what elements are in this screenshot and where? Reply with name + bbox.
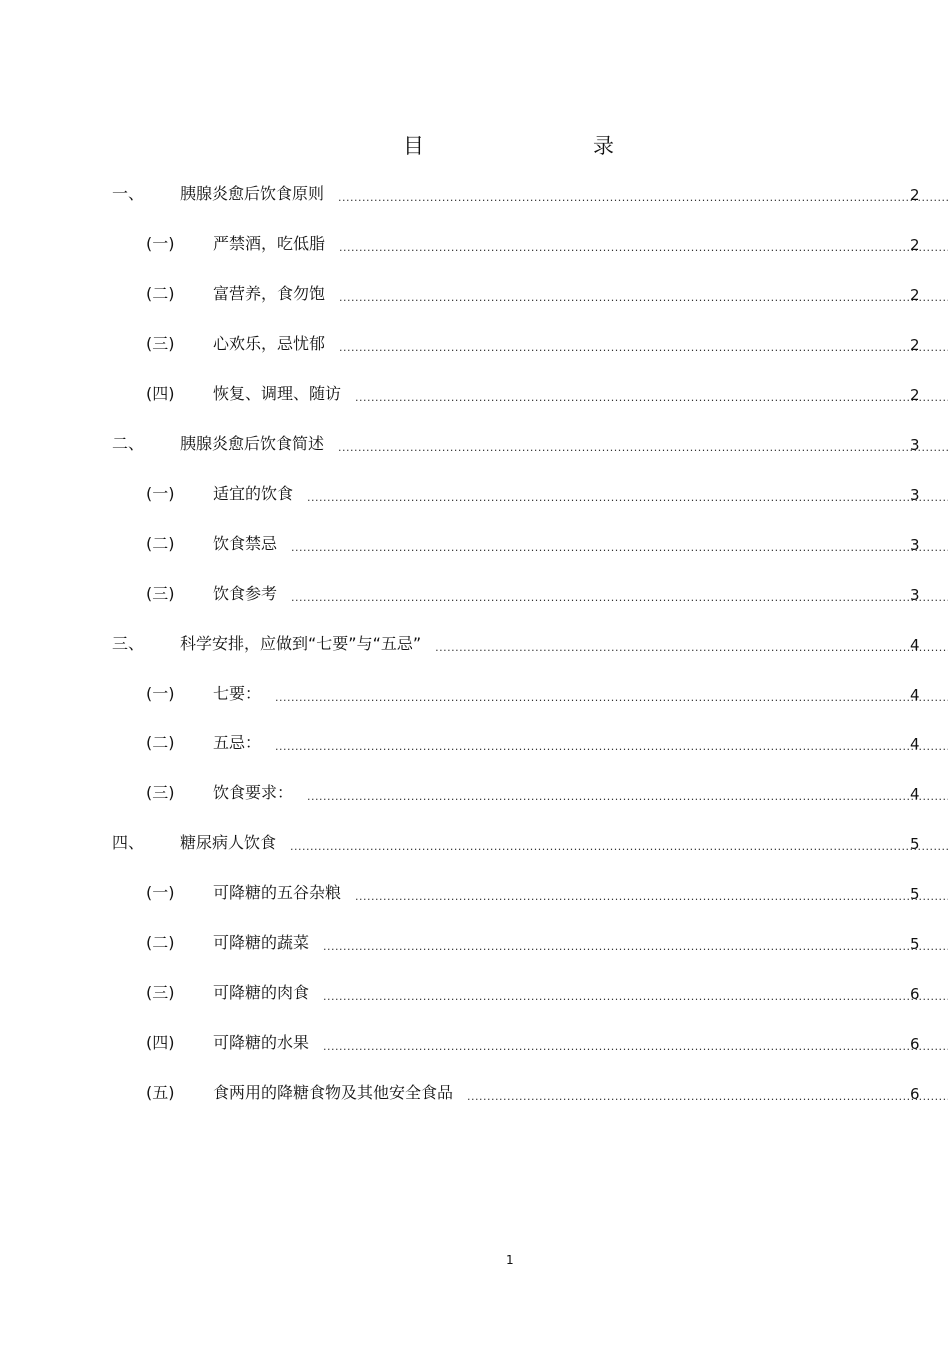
toc-section-entry[interactable] — [112, 432, 920, 456]
toc-entry-number: (三) — [146, 983, 175, 1002]
toc-dot-leader — [338, 187, 948, 209]
toc-entry-label: 恢复、调理、随访 — [213, 384, 342, 403]
toc-subsection-entry[interactable] — [146, 482, 920, 506]
toc-entry-page: 6 — [910, 1035, 920, 1053]
toc-entry-page: 6 — [910, 1085, 920, 1103]
toc-entry-label: 可降糖的水果 — [213, 1033, 310, 1052]
toc-entry-label: 饮食要求： — [213, 783, 294, 802]
toc-entry-number: (二) — [146, 733, 175, 752]
toc-dot-leader — [467, 1086, 948, 1108]
toc-entry-label: 可降糖的蔬菜 — [213, 933, 310, 952]
toc-entry-number: (三) — [146, 334, 175, 353]
toc-entry-label: 严禁酒，吃低脂 — [213, 234, 326, 253]
toc-dot-leader — [323, 986, 948, 1008]
toc-entry-number: (一) — [146, 234, 175, 253]
toc-subsection-entry[interactable] — [146, 682, 920, 706]
toc-dot-leader — [291, 537, 948, 559]
page-number: 1 — [506, 1253, 514, 1267]
toc-entry-label: 糖尿病人饮食 — [180, 833, 277, 852]
toc-dot-leader — [339, 237, 948, 259]
toc-entry-page: 2 — [910, 286, 920, 304]
toc-dot-leader — [355, 886, 948, 908]
toc-dot-leader — [339, 337, 948, 359]
toc-section-entry[interactable] — [112, 632, 920, 656]
toc-subsection-entry[interactable] — [146, 781, 920, 805]
toc-entry-label: 七要： — [213, 684, 262, 703]
toc-entry-label: 可降糖的肉食 — [213, 983, 310, 1002]
toc-entry-number: (一) — [146, 684, 175, 703]
toc-entry-label: 科学安排，应做到“七要”与“五忌” — [180, 634, 422, 653]
toc-entry-page: 3 — [910, 536, 920, 554]
toc-dot-leader — [339, 287, 948, 309]
toc-dot-leader — [275, 687, 948, 709]
toc-subsection-entry[interactable] — [146, 282, 920, 306]
toc-dot-leader — [291, 587, 948, 609]
page-title — [0, 132, 950, 162]
toc-entry-page: 5 — [910, 885, 920, 903]
toc-entry-page: 4 — [910, 686, 920, 704]
toc-subsection-entry[interactable] — [146, 382, 920, 406]
page-title-part-2: 录 — [593, 134, 614, 158]
toc-subsection-entry[interactable] — [146, 731, 920, 755]
toc-entry-label: 胰腺炎愈后饮食简述 — [180, 434, 325, 453]
toc-subsection-entry[interactable] — [146, 1081, 920, 1105]
toc-entry-page: 6 — [910, 985, 920, 1003]
toc-section-entry[interactable] — [112, 831, 920, 855]
toc-subsection-entry[interactable] — [146, 232, 920, 256]
toc-subsection-entry[interactable] — [146, 881, 920, 905]
toc-entry-number: 三、 — [112, 634, 145, 653]
toc-entry-page: 4 — [910, 735, 920, 753]
toc-subsection-entry[interactable] — [146, 582, 920, 606]
toc-dot-leader — [338, 437, 948, 459]
toc-entry-number: (四) — [146, 384, 175, 403]
toc-subsection-entry[interactable] — [146, 1031, 920, 1055]
toc-entry-number: (二) — [146, 933, 175, 952]
toc-entry-number: 一、 — [112, 184, 145, 203]
toc-entry-number: (四) — [146, 1033, 175, 1052]
toc-entry-page: 3 — [910, 436, 920, 454]
toc-entry-number: 四、 — [112, 833, 145, 852]
toc-section-entry[interactable] — [112, 182, 920, 206]
page-title-part-1: 目 — [403, 134, 424, 158]
toc-entry-number: (三) — [146, 584, 175, 603]
toc-entry-page: 5 — [910, 835, 920, 853]
toc-dot-leader — [323, 936, 948, 958]
toc-entry-number: (二) — [146, 534, 175, 553]
toc-entry-page: 3 — [910, 586, 920, 604]
toc-subsection-entry[interactable] — [146, 532, 920, 556]
toc-entry-page: 2 — [910, 186, 920, 204]
toc-entry-number: (一) — [146, 883, 175, 902]
toc-entry-page: 2 — [910, 336, 920, 354]
toc-entry-page: 4 — [910, 785, 920, 803]
toc-entry-number: (一) — [146, 484, 175, 503]
toc-entry-label: 饮食禁忌 — [213, 534, 278, 553]
toc-entry-label: 五忌： — [213, 733, 262, 752]
toc-entry-page: 2 — [910, 386, 920, 404]
toc-entry-number: 二、 — [112, 434, 145, 453]
toc-entry-page: 2 — [910, 236, 920, 254]
toc-entry-number: (五) — [146, 1083, 175, 1102]
toc-entry-number: (二) — [146, 284, 175, 303]
toc-entry-label: 可降糖的五谷杂粮 — [213, 883, 342, 902]
toc-entry-label: 适宜的饮食 — [213, 484, 294, 503]
toc-subsection-entry[interactable] — [146, 981, 920, 1005]
toc-dot-leader — [290, 836, 948, 858]
toc-dot-leader — [275, 736, 948, 758]
toc-dot-leader — [435, 637, 948, 659]
toc-subsection-entry[interactable] — [146, 332, 920, 356]
toc-entry-page: 5 — [910, 935, 920, 953]
toc-entry-label: 心欢乐，忌忧郁 — [213, 334, 326, 353]
toc-subsection-entry[interactable] — [146, 931, 920, 955]
toc-dot-leader — [307, 786, 948, 808]
toc-entry-label: 富营养，食勿饱 — [213, 284, 326, 303]
toc-entry-number: (三) — [146, 783, 175, 802]
toc-dot-leader — [355, 387, 948, 409]
toc-entry-label: 胰腺炎愈后饮食原则 — [180, 184, 325, 203]
toc-entry-page: 3 — [910, 486, 920, 504]
toc-entry-label: 食两用的降糖食物及其他安全食品 — [213, 1083, 454, 1102]
toc-dot-leader — [307, 487, 948, 509]
toc-entry-label: 饮食参考 — [213, 584, 278, 603]
toc-dot-leader — [323, 1036, 948, 1058]
toc-entry-page: 4 — [910, 636, 920, 654]
